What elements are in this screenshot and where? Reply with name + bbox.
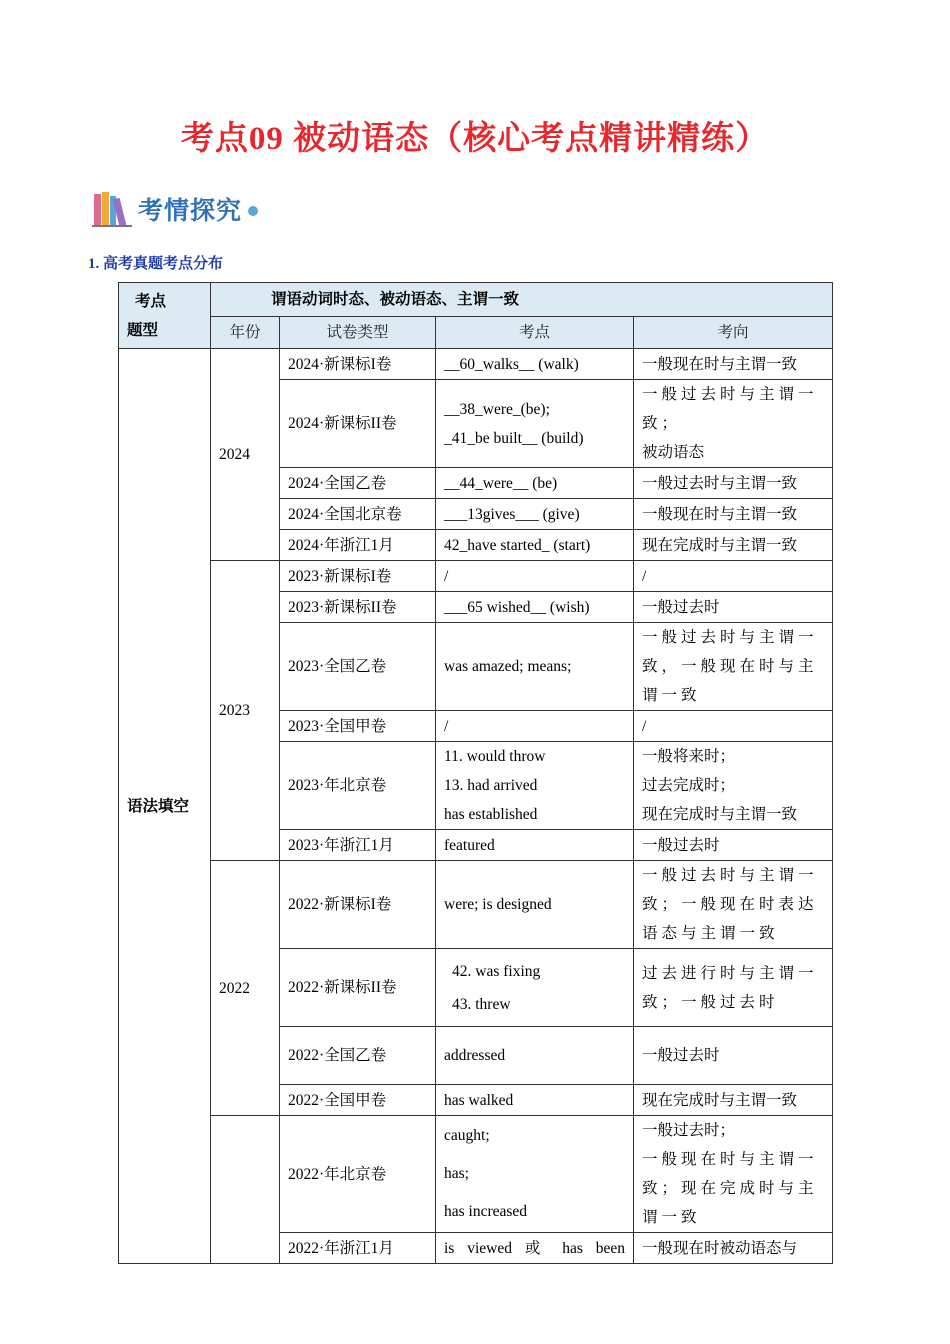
direction-cell: / — [634, 711, 833, 742]
direction-cell: 一般过去时与主谓一致；一般现在时表达语态与主谓一致 — [634, 861, 833, 949]
point-line: 11. would throw — [444, 748, 546, 765]
direction-cell: 一般过去时 — [634, 1027, 833, 1085]
table-row — [119, 861, 833, 949]
point-cell: addressed — [436, 1027, 634, 1085]
direction-cell: 一般现在时与主谓一致 — [634, 349, 833, 380]
table-row — [119, 1116, 833, 1233]
point-cell: is viewed 或 has been — [436, 1233, 634, 1264]
year-cell-2023: 2023 — [211, 561, 280, 861]
point-cell: has walked — [436, 1085, 634, 1116]
section-banner — [92, 188, 258, 230]
direction-line: 一般将来时； — [642, 748, 736, 765]
paper-cell: 2024·年浙江1月 — [280, 530, 436, 561]
paper-cell: 2022·全国甲卷 — [280, 1085, 436, 1116]
point-line: 42. was fixing — [452, 962, 541, 980]
paper-cell: 2022·年北京卷 — [280, 1116, 436, 1233]
point-line: has; — [444, 1165, 469, 1182]
category-cell: 语法填空 — [119, 349, 211, 1264]
point-line: has established — [444, 806, 538, 823]
point-cell: ___65 wished__ (wish) — [436, 592, 634, 623]
point-line: _41_be built__ (build) — [444, 429, 584, 447]
header-point: 考点 — [436, 317, 634, 349]
point-cell — [436, 380, 634, 468]
direction-cell — [634, 380, 833, 468]
paper-cell: 2022·年浙江1月 — [280, 1233, 436, 1264]
direction-cell: 一般现在时被动语态与 — [634, 1233, 833, 1264]
section-heading: 1. 高考真题考点分布 — [88, 256, 224, 272]
point-cell: featured — [436, 830, 634, 861]
paper-cell: 2024·全国乙卷 — [280, 468, 436, 499]
header-direction: 考向 — [634, 317, 833, 349]
direction-cell: 现在完成时与主谓一致 — [634, 1085, 833, 1116]
direction-line: 一般过去时； — [642, 1122, 736, 1139]
banner-label: 考情探究 — [138, 196, 243, 225]
point-cell: 42_have started_ (start) — [436, 530, 634, 561]
direction-cell: 现在完成时与主谓一致 — [634, 530, 833, 561]
banner-dot — [248, 206, 258, 216]
header-year: 年份 — [211, 317, 280, 349]
point-cell: __60_walks__ (walk) — [436, 349, 634, 380]
point-cell — [436, 742, 634, 830]
point-line: 13. had arrived — [444, 777, 538, 794]
direction-cell: / — [634, 561, 833, 592]
paper-cell: 2023·新课标II卷 — [280, 592, 436, 623]
direction-cell: 过去进行时与主谓一致；一般过去时 — [634, 949, 833, 1027]
books-icon — [92, 190, 136, 228]
table-row — [119, 349, 833, 380]
direction-cell: 一般现在时与主谓一致 — [634, 499, 833, 530]
year-cell-2022: 2022 — [211, 861, 280, 1116]
header-paper: 试卷类型 — [280, 317, 436, 349]
direction-line: 被动语态 — [642, 444, 705, 461]
paper-cell: 2023·全国乙卷 — [280, 623, 436, 711]
paper-cell: 2023·年北京卷 — [280, 742, 436, 830]
direction-cell: 一般过去时 — [634, 592, 833, 623]
paper-cell: 2022·全国乙卷 — [280, 1027, 436, 1085]
direction-cell — [634, 1116, 833, 1233]
header-main: 谓语动词时态、被动语态、主谓一致 — [211, 283, 833, 317]
paper-cell: 2024·新课标I卷 — [280, 349, 436, 380]
point-cell: was amazed; means; — [436, 623, 634, 711]
paper-cell: 2022·新课标I卷 — [280, 861, 436, 949]
point-cell — [436, 949, 634, 1027]
point-cell — [436, 1116, 634, 1233]
exam-distribution-table — [118, 282, 833, 1264]
direction-line: 现在完成时与主谓一致 — [642, 806, 798, 823]
direction-cell: 一般过去时与主谓一致，一般现在时与主谓一致 — [634, 623, 833, 711]
point-line: caught; — [444, 1127, 490, 1144]
direction-cell: 一般过去时与主谓一致 — [634, 468, 833, 499]
paper-cell: 2023·全国甲卷 — [280, 711, 436, 742]
header-type-label-1: 考点 — [135, 292, 167, 310]
direction-cell — [634, 742, 833, 830]
page-title: 考点09 被动语态（核心考点精讲精练） — [180, 121, 770, 157]
paper-cell: 2023·新课标I卷 — [280, 561, 436, 592]
paper-cell: 2024·新课标II卷 — [280, 380, 436, 468]
table-row — [119, 561, 833, 592]
paper-cell: 2023·年浙江1月 — [280, 830, 436, 861]
header-type-label-2: 题型 — [127, 321, 159, 339]
year-cell-2024: 2024 — [211, 349, 280, 561]
header-type-cell — [119, 283, 211, 349]
paper-cell: 2024·全国北京卷 — [280, 499, 436, 530]
point-cell: ___13gives___ (give) — [436, 499, 634, 530]
direction-cell: 一般过去时 — [634, 830, 833, 861]
direction-line: 一般过去时与主谓一致； — [642, 386, 818, 432]
direction-line: 过去完成时； — [642, 777, 736, 794]
year-cell-empty — [211, 1116, 280, 1264]
point-line: __38_were_(be); — [444, 400, 550, 418]
point-cell: were; is designed — [436, 861, 634, 949]
direction-line: 一般现在时与主谓一致；现在完成时与主谓一致 — [642, 1151, 818, 1226]
point-line: has increased — [444, 1203, 528, 1220]
point-cell: __44_were__ (be) — [436, 468, 634, 499]
paper-cell: 2022·新课标II卷 — [280, 949, 436, 1027]
point-cell: / — [436, 561, 634, 592]
point-line: 43. threw — [452, 995, 511, 1013]
point-cell: / — [436, 711, 634, 742]
